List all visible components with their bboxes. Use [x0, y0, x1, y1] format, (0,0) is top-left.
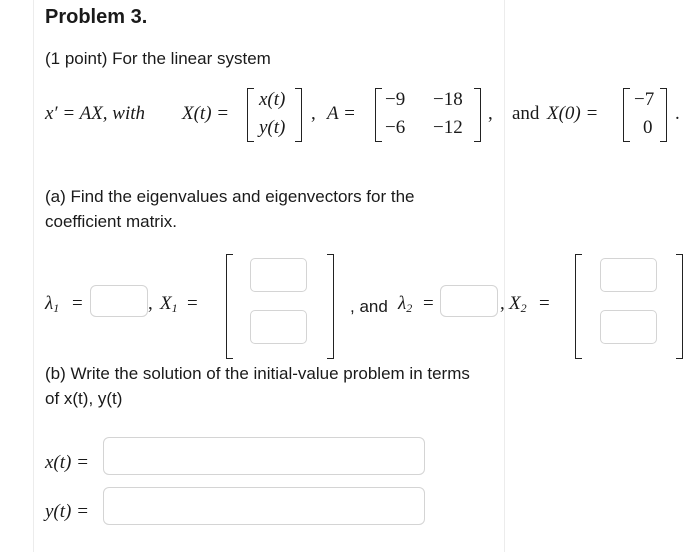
comma: , [500, 293, 505, 314]
x-vector-entry-2: y(t) [259, 117, 286, 138]
x-vector-right-bracket [295, 88, 302, 142]
x2-right-bracket [676, 254, 683, 359]
x1-component-2-input[interactable] [250, 310, 307, 344]
equals-sign: = [539, 293, 550, 314]
lambda1-label: $\lambda_1$ [45, 293, 60, 315]
x0-label: X(0) = [547, 103, 599, 124]
x1-left-bracket [226, 254, 233, 359]
comma: , [488, 103, 493, 124]
and-label: and [512, 103, 540, 124]
x1-label: $X_1$ [160, 293, 178, 315]
x2-left-bracket [575, 254, 582, 359]
lambda1-input[interactable] [90, 285, 148, 317]
part-a-prompt-line2: coefficient matrix. [45, 212, 177, 231]
system-equation: x′ = AX, with [45, 103, 146, 124]
comma: , [148, 293, 153, 314]
x-vector-entry-1: x(t) [259, 89, 286, 110]
a-matrix-left-bracket [375, 88, 382, 142]
a-matrix-right-bracket [474, 88, 481, 142]
x0-vector-right-bracket [660, 88, 667, 142]
period: . [675, 103, 680, 124]
x0-vector-left-bracket [623, 88, 630, 142]
part-b-prompt-line2: of x(t), y(t) [45, 389, 123, 408]
part-b-prompt-line1: (b) Write the solution of the initial-value problem in terms [45, 364, 470, 383]
part-a-prompt-line1: (a) Find the eigenvalues and eigenvectors for the [45, 187, 415, 206]
equals-sign: = [187, 293, 198, 314]
lambda2-label: $\lambda_2$ [398, 293, 413, 315]
a-matrix-cell: −9 [385, 89, 406, 110]
a-matrix-label: A = [327, 103, 356, 124]
comma: , [311, 103, 316, 124]
y-solution-label: y(t) = [45, 501, 89, 522]
x-def-label: X(t) = [182, 103, 230, 124]
equals-sign: = [423, 293, 434, 314]
x2-component-1-input[interactable] [600, 258, 657, 292]
a-matrix-cell: −12 [433, 117, 463, 138]
lambda2-input[interactable] [440, 285, 498, 317]
problem-intro: (1 point) For the linear system [45, 49, 271, 68]
x1-component-1-input[interactable] [250, 258, 307, 292]
x-vector-left-bracket [247, 88, 254, 142]
x-solution-input[interactable] [103, 437, 425, 475]
x0-vector-entry-1: −7 [634, 89, 655, 110]
y-solution-input[interactable] [103, 487, 425, 525]
equals-sign: = [72, 293, 83, 314]
a-matrix-cell: −6 [385, 117, 406, 138]
x-solution-label: x(t) = [45, 452, 89, 473]
problem-title: Problem 3. [45, 6, 148, 28]
x1-right-bracket [327, 254, 334, 359]
x2-label: $X_2$ [509, 293, 527, 315]
x2-component-2-input[interactable] [600, 310, 657, 344]
x0-vector-entry-2: 0 [643, 117, 653, 138]
a-matrix-cell: −18 [433, 89, 463, 110]
and-text: , and [350, 297, 388, 316]
